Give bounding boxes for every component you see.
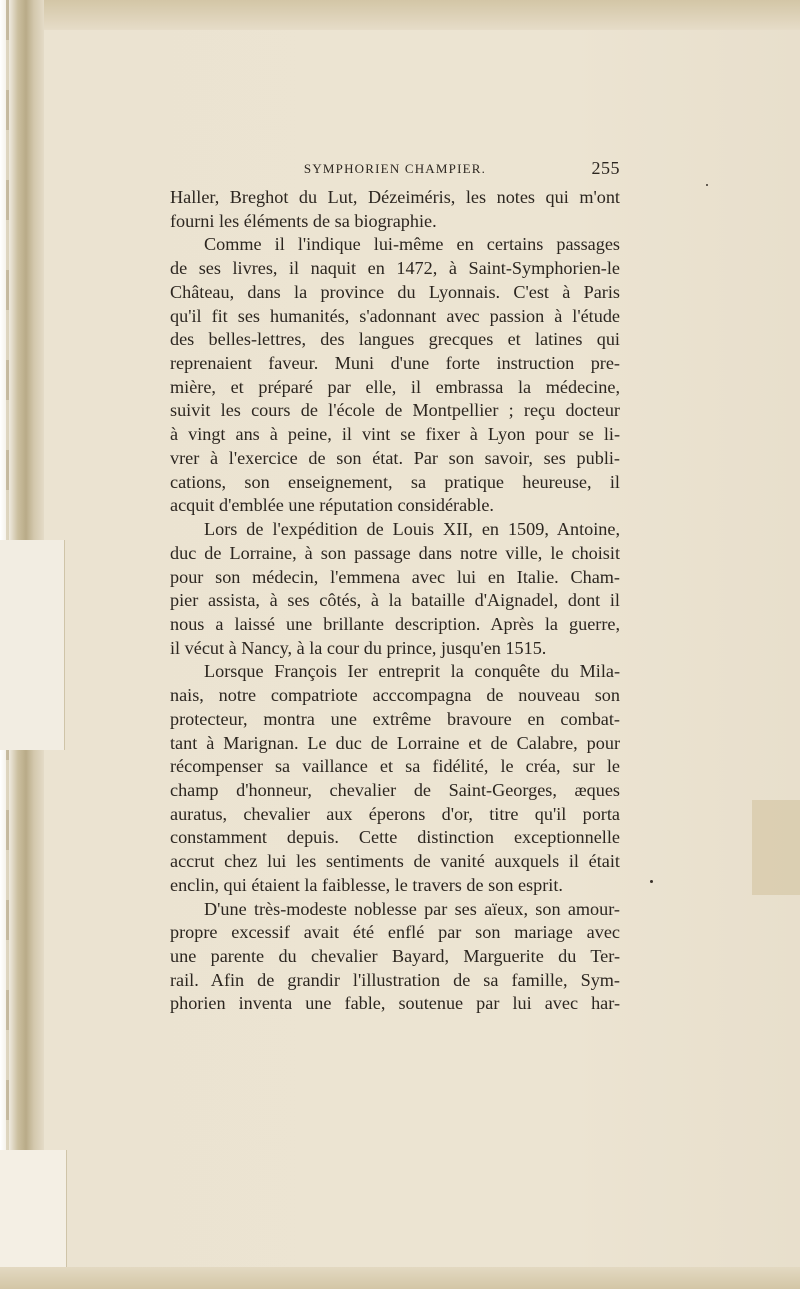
text-line: Lorsque François Ier entreprit la conquête du Mila- [204,661,620,682]
text-line: suivit les cours de l'école de Montpellier ; reçu docteur [170,400,620,421]
text-line: D'une très-modeste noblesse par ses aïeux, son amour- [204,898,620,919]
text-line: nous a laissé une brillante description. Après la guerre, [170,613,620,634]
text-line: à vingt ans à peine, il vint se fixer à Lyon pour se li- [170,424,620,445]
text-line: de ses livres, il naquit en 1472, à Saint-Symphorien-le [170,258,620,279]
text-line: protecteur, montra une extrême bravoure en combat- [170,708,620,729]
text-line: une parente du chevalier Bayard, Marguerite du Ter- [170,946,620,966]
text-line: pour son médecin, l'emmena avec lui en Italie. Cham- [170,566,620,587]
text-line: Château, dans la province du Lyonnais. C'est à Paris [170,281,620,302]
text-line: acquit d'emblée une réputation considérable. [170,495,494,516]
page-number: 255 [591,158,620,178]
text-line: Comme il l'indique lui-même en certains passages [204,234,620,255]
text-line: Haller, Breghot du Lut, Dézeiméris, les notes qui m'ont [170,187,620,207]
text-line: duc de Lorraine, à son passage dans notre ville, le choisit [170,542,620,563]
paper-tab-mark [0,540,65,750]
text-line: nais, notre compatriote acccompagna de nouveau son [170,685,620,706]
text-line: accrut chez lui les sentiments de vanité auxquels il était [170,851,620,872]
text-line: des belles-lettres, des langues grecques et latines qui [170,329,620,350]
text-line: qu'il fit ses humanités, s'adonnant avec passion à l'étude [170,305,620,326]
ink-speck [706,184,708,186]
text-line: rail. Afin de grandir l'illustration de sa famille, Sym- [170,969,620,990]
ink-speck [650,880,653,883]
text-line: constamment depuis. Cette distinction exceptionnelle [170,827,620,848]
text-line: fourni les éléments de sa biographie. [170,210,437,231]
text-line: phorien inventa une fable, soutenue par lui avec har- [170,993,620,1014]
text-line: enclin, qui étaient la faiblesse, le travers de son esprit. [170,874,563,895]
page-header [170,158,620,180]
text-line: reprenaient faveur. Muni d'une forte instruction pre- [170,353,620,374]
text-line: propre excessif avait été enflé par son mariage avec [170,922,620,943]
paper-stain [752,800,800,895]
text-line: champ d'honneur, chevalier de Saint-Georges, æques [170,779,620,800]
text-line: tant à Marignan. Le duc de Lorraine et de Calabre, pour [170,732,620,753]
body-text [170,186,620,1016]
text-line: pier assista, à ses côtés, à la bataille d'Aignadel, dont il [170,590,620,611]
text-line: il vécut à Nancy, à la cour du prince, jusqu'en 1515. [170,637,547,658]
text-line: vrer à l'exercice de son état. Par son savoir, ses publi- [170,447,620,468]
page-bottom-edge [0,1267,800,1289]
text-line: cations, son enseignement, sa pratique heureuse, il [170,471,620,492]
text-line: récompenser sa vaillance et sa fidélité, le créa, sur le [170,756,620,777]
page-top-edge [0,0,800,30]
running-title: SYMPHORIEN CHAMPIER. [303,161,487,176]
text-line: auratus, chevalier aux éperons d'or, titre qu'il porta [170,803,620,824]
text-line: mière, et préparé par elle, il embrassa la médecine, [170,376,620,397]
text-line: Lors de l'expédition de Louis XII, en 1509, Antoine, [204,519,620,540]
